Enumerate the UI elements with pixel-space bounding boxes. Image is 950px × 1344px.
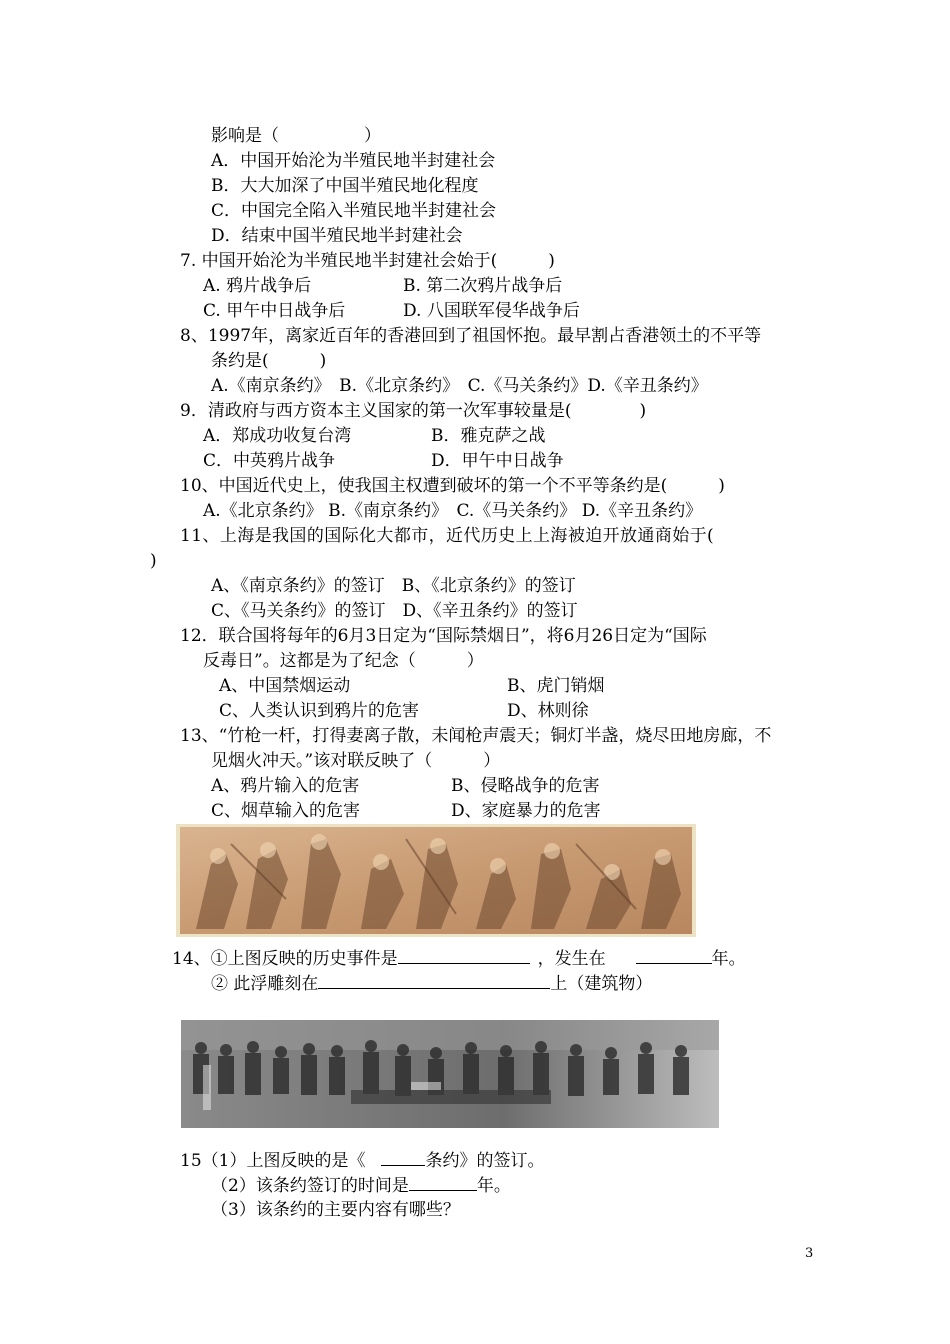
q11-options-ab: A、《南京条约》的签订 B、《北京条约》的签订 <box>211 576 576 596</box>
q14-prompt-year: ，发生在 <box>537 949 606 969</box>
q15-part2 <box>211 1174 511 1197</box>
q14-building-blank[interactable] <box>318 972 550 989</box>
q13-stem-line1: 13、“竹枪一杆，打得妻离子散，未闻枪声震天；铜灯半盏，烧尽田地房廊，不 <box>180 726 772 746</box>
q6-option-a: A．中国开始沦为半殖民地半封建社会 <box>211 151 496 171</box>
page-number: 3 <box>805 1246 814 1261</box>
q8-stem-line2: 条约是( ) <box>211 351 327 371</box>
q13-stem-line2: 见烟火冲天。”该对联反映了（ ） <box>211 751 501 771</box>
q12-option-a: A、中国禁烟运动 <box>219 676 351 696</box>
q9-option-b: B．雅克萨之战 <box>431 426 546 446</box>
q6-option-b: B．大大加深了中国半殖民地化程度 <box>211 176 479 196</box>
q11-stem-line1: 11、上海是我国的国际化大都市，近代历史上上海被迫开放通商始于( <box>180 526 715 546</box>
q6-option-d: D．结束中国半殖民地半封建社会 <box>211 226 463 246</box>
q6-stem-end: 影响是（ ） <box>211 126 381 146</box>
q14-year-blank[interactable] <box>636 947 712 964</box>
q14-year-suffix: 年。 <box>711 949 746 969</box>
q9-option-a: A．郑成功收复台湾 <box>203 426 352 446</box>
q15-year-blank[interactable] <box>409 1174 477 1191</box>
q14-prompt-event: 14、①上图反映的历史事件是 <box>172 949 398 969</box>
q9-option-c: C．中英鸦片战争 <box>203 451 336 471</box>
q15-treaty-blank[interactable] <box>381 1149 425 1166</box>
relief-sculpture-image <box>176 824 696 937</box>
q15-treaty-suffix: 条约》的签订。 <box>425 1151 545 1171</box>
q7-option-d: D. 八国联军侵华战争后 <box>403 301 580 321</box>
treaty-signing-image <box>181 1020 719 1128</box>
q7-option-c: C. 甲午中日战争后 <box>203 301 346 321</box>
q12-stem-line1: 12．联合国将每年的6月3日定为“国际禁烟日”，将6月26日定为“国际 <box>180 626 707 646</box>
q15-prompt-treaty: 15（1）上图反映的是《 <box>180 1151 366 1171</box>
q8-options: A.《南京条约》 B.《北京条约》 C.《马关条约》D.《辛丑条约》 <box>211 376 708 396</box>
q14-event-blank[interactable] <box>398 947 530 964</box>
q13-option-b: B、侵略战争的危害 <box>451 776 600 796</box>
q14-building-suffix: 上（建筑物） <box>550 974 653 994</box>
q13-option-c: C、烟草输入的危害 <box>211 801 361 821</box>
q14-line2 <box>211 972 652 995</box>
q14-line1 <box>172 947 746 970</box>
q11-options-cd: C、《马关条约》的签订 D、《辛丑条约》的签订 <box>211 601 578 621</box>
q9-option-d: D．甲午中日战争 <box>431 451 564 471</box>
q7-stem: 7. 中国开始沦为半殖民地半封建社会始于( ) <box>180 251 555 271</box>
q15-year-suffix: 年。 <box>476 1176 511 1196</box>
q7-option-b: B. 第二次鸦片战争后 <box>403 276 563 296</box>
q9-stem: 9．清政府与西方资本主义国家的第一次军事较量是( ) <box>180 401 647 421</box>
q15-prompt-year: （2）该条约签订的时间是 <box>211 1176 409 1196</box>
q6-option-c: C．中国完全陷入半殖民地半封建社会 <box>211 201 497 221</box>
q10-options: A.《北京条约》 B.《南京条约》 C.《马关条约》 D.《辛丑条约》 <box>203 501 703 521</box>
q12-option-b: B、虎门销烟 <box>507 676 605 696</box>
q13-option-a: A、鸦片输入的危害 <box>211 776 360 796</box>
q11-stem-line2: ) <box>150 551 157 571</box>
q12-option-c: C、人类认识到鸦片的危害 <box>219 701 420 721</box>
q8-stem-line1: 8、1997年，离家近百年的香港回到了祖国怀抱。最早割占香港领土的不平等 <box>180 326 762 346</box>
q13-option-d: D、家庭暴力的危害 <box>451 801 601 821</box>
q7-option-a: A. 鸦片战争后 <box>203 276 312 296</box>
q12-stem-line2: 反毒日”。这都是为了纪念（ ） <box>203 651 484 671</box>
q12-option-d: D、林则徐 <box>507 701 589 721</box>
q14-prompt-building: ② 此浮雕刻在 <box>211 974 319 994</box>
q15-part1 <box>180 1149 544 1172</box>
q15-part3: （3）该条约的主要内容有哪些？ <box>211 1200 460 1220</box>
q10-stem: 10、中国近代史上，使我国主权遭到破坏的第一个不平等条约是( ) <box>180 476 725 496</box>
